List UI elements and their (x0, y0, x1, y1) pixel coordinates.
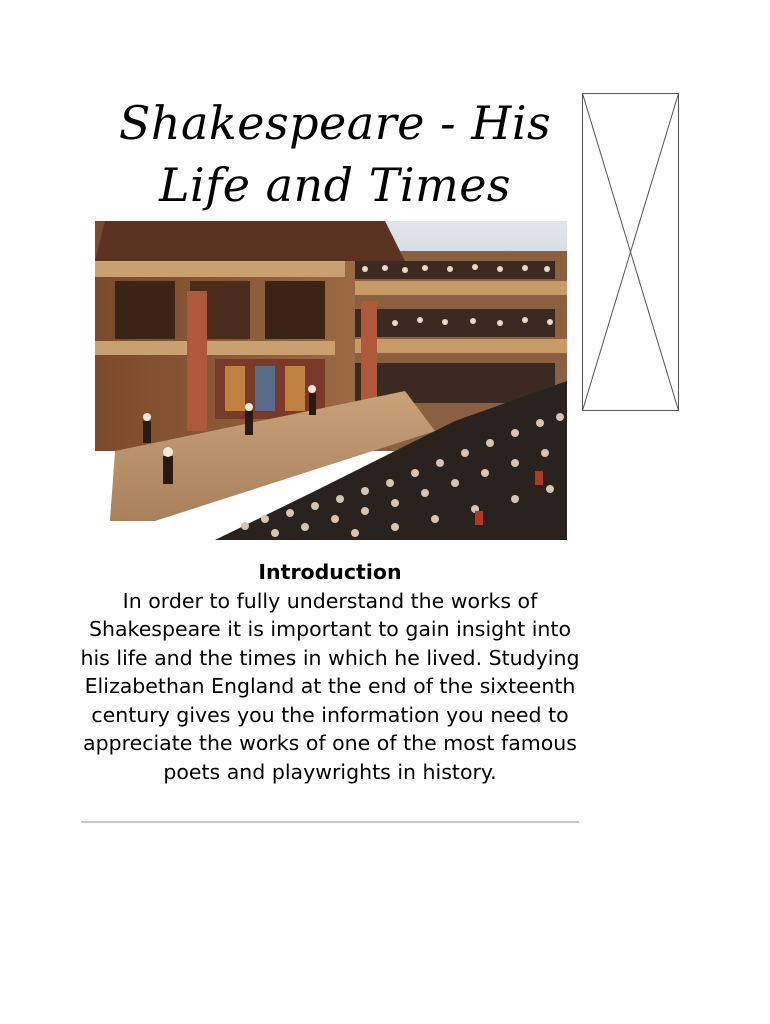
image-placeholder-icon (582, 93, 679, 411)
introduction-heading: Introduction (258, 560, 402, 584)
globe-theatre-photo (95, 221, 567, 540)
introduction-section (80, 558, 580, 786)
section-divider (81, 821, 579, 823)
page-title: Shakespeare - His Life and Times (118, 96, 552, 212)
introduction-body: In order to fully understand the works of Shakespeare it is important to gain insight into his life and the times in which he lived. Studying Elizabethan England at the end of the sixteenth century gives you the information you need to appreciate the works of one of the most famous poets and playwrights in history. (80, 588, 580, 784)
